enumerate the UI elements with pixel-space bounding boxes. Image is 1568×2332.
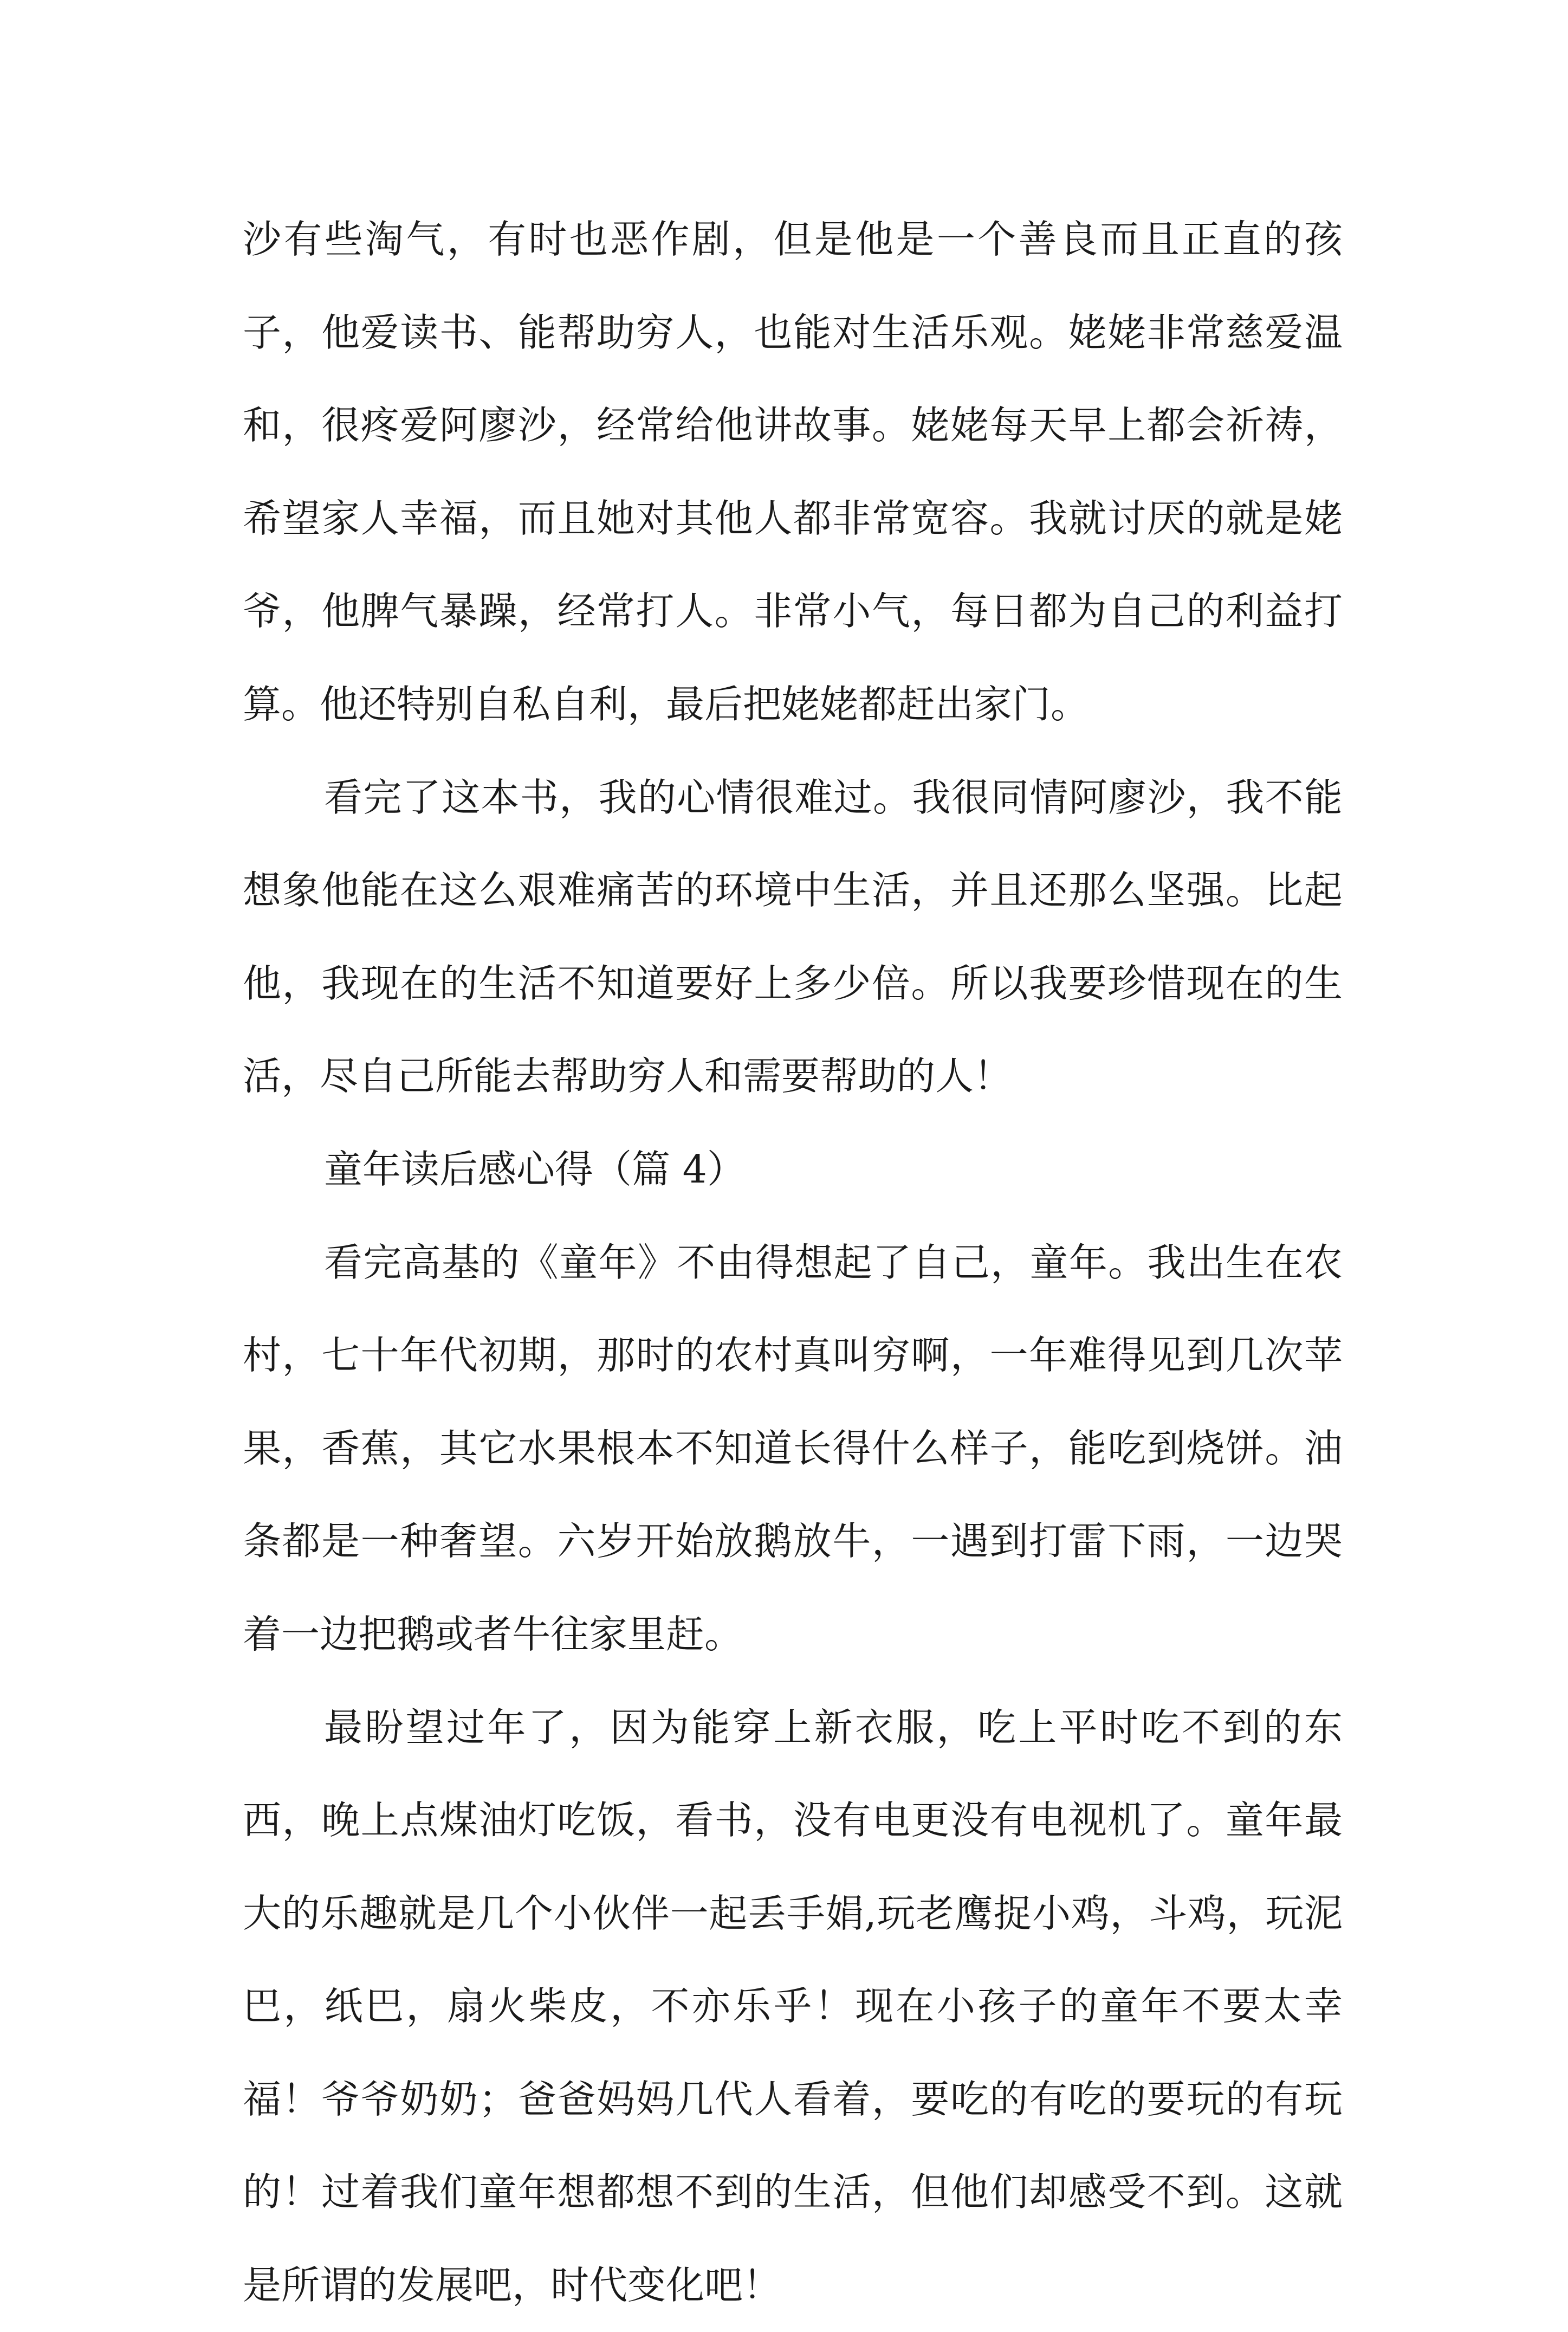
paragraph-childhood-memory: 看完高基的《童年》不由得想起了自己，童年。我出生在农村，七十年代初期，那时的农村真叫穷啊，一年难得见到几次苹果，香蕉，其它水果根本不知道长得什么样子，能吃到烧饼。油条都是一种奢望。六岁开始放鹅放牛，一遇到打雷下雨，一边哭着一边把鹅或者牛往家里赶。: [243, 1239, 1343, 1657]
section-heading: 童年读后感心得（篇 4）: [324, 1146, 746, 1192]
paragraph-continuation: 沙有些淘气，有时也恶作剧，但是他是一个善良而且正直的孩子，他爱读书、能帮助穷人，也能对生活乐观。姥姥非常慈爱温和，很疼爱阿廖沙，经常给他讲故事。姥姥每天早上都会祈祷，希望家人幸福，而且她对其他人都非常宽容。我就讨厌的就是姥爷，他脾气暴躁，经常打人。非常小气，每日都为自己的利益打算。他还特别自私自利，最后把姥姥都赶出家门。: [243, 217, 1343, 727]
document-body: [243, 193, 1343, 2332]
paragraph-new-year: 最盼望过年了，因为能穿上新衣服，吃上平时吃不到的东西，晚上点煤油灯吃饭，看书，没有电更没有电视机了。童年最大的乐趣就是几个小伙伴一起丢手娟,玩老鹰捉小鸡，斗鸡，玩泥巴，纸巴，扇火柴皮，不亦乐乎！现在小孩子的童年不要太幸福！爷爷奶奶；爸爸妈妈几代人看着，要吃的有吃的要玩的有玩的！过着我们童年想都想不到的生活，但他们却感受不到。这就是所谓的发展吧，时代变化吧！: [243, 1704, 1343, 2308]
paragraph-reflection: 看完了这本书，我的心情很难过。我很同情阿廖沙，我不能想象他能在这么艰难痛苦的环境中生活，并且还那么坚强。比起他，我现在的生活不知道要好上多少倍。所以我要珍惜现在的生活，尽自己所能去帮助穷人和需要帮助的人！: [243, 774, 1343, 1099]
